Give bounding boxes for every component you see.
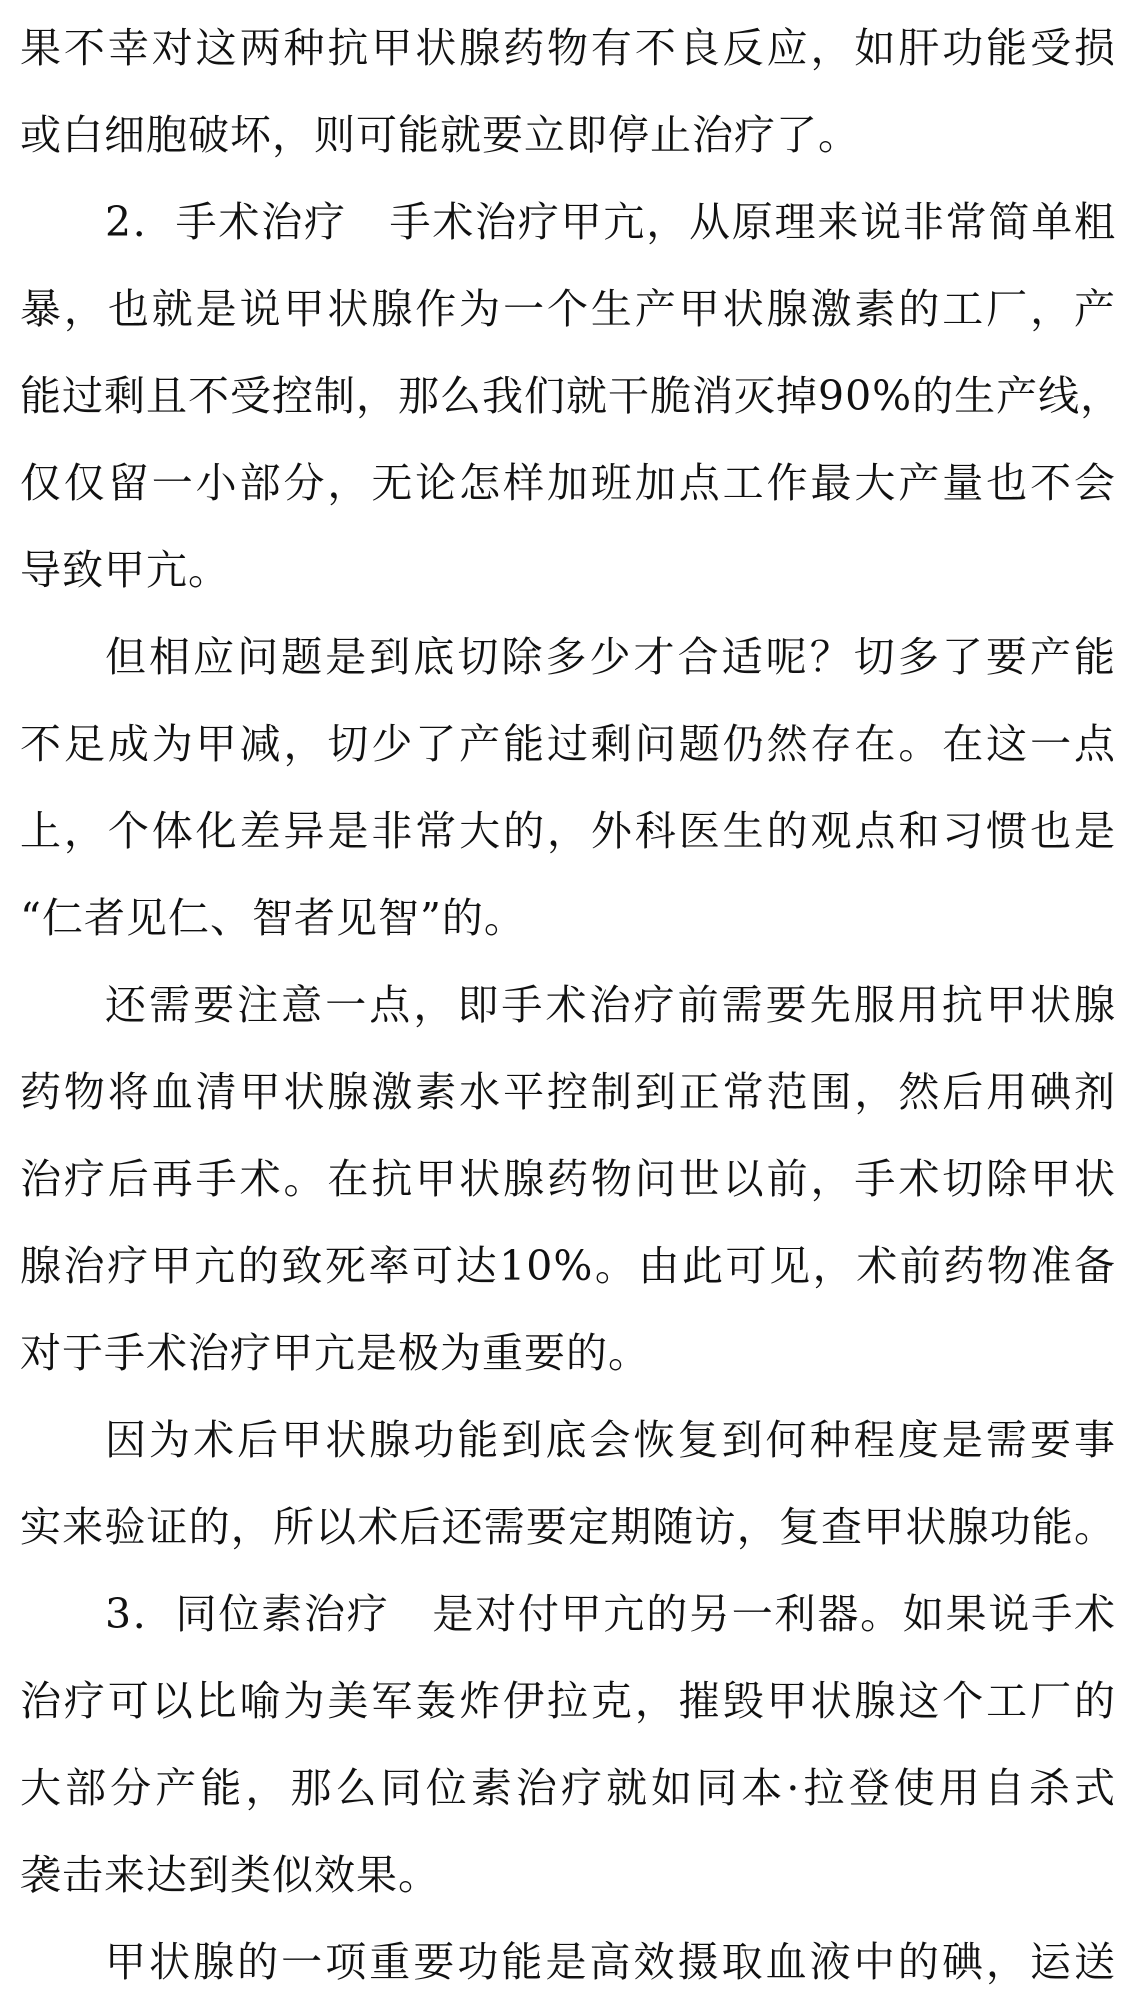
- text-line: 暴，也就是说甲状腺作为一个生产甲状腺激素的工厂，产: [20, 285, 1116, 333]
- text-line: 因为术后甲状腺功能到底会恢复到何种程度是需要事: [105, 1416, 1116, 1464]
- text-line: 但相应问题是到底切除多少才合适呢？切多了要产能: [105, 633, 1116, 681]
- text-line: 仅仅留一小部分，无论怎样加班加点工作最大产量也不会: [20, 459, 1116, 507]
- text-line: 甲状腺的一项重要功能是高效摄取血液中的碘，运送: [105, 1938, 1116, 1986]
- text-line: 腺治疗甲亢的致死率可达10%。由此可见，术前药物准备: [20, 1242, 1116, 1290]
- text-line: 或白细胞破坏，则可能就要立即停止治疗了。: [20, 111, 860, 159]
- text-line: 不足成为甲减，切少了产能过剩问题仍然存在。在这一点: [20, 720, 1116, 768]
- text-line: 对于手术治疗甲亢是极为重要的。: [20, 1329, 650, 1377]
- text-line: 果不幸对这两种抗甲状腺药物有不良反应，如肝功能受损: [20, 24, 1116, 72]
- text-line: 袭击来达到类似效果。: [20, 1851, 440, 1899]
- text-line: 治疗后再手术。在抗甲状腺药物问世以前，手术切除甲状: [20, 1155, 1116, 1203]
- text-line: 2．手术治疗 手术治疗甲亢，从原理来说非常简单粗: [105, 198, 1116, 246]
- text-line: “仁者见仁、智者见智”的。: [20, 894, 526, 942]
- text-line: 还需要注意一点，即手术治疗前需要先服用抗甲状腺: [105, 981, 1116, 1029]
- text-line: 实来验证的，所以术后还需要定期随访，复查甲状腺功能。: [20, 1503, 1116, 1551]
- text-line: 大部分产能，那么同位素治疗就如同本·拉登使用自杀式: [20, 1764, 1116, 1812]
- text-line: 药物将血清甲状腺激素水平控制到正常范围，然后用碘剂: [20, 1068, 1116, 1116]
- text-line: 治疗可以比喻为美军轰炸伊拉克，摧毁甲状腺这个工厂的: [20, 1677, 1116, 1725]
- text-line: 上，个体化差异是非常大的，外科医生的观点和习惯也是: [20, 807, 1116, 855]
- text-line: 导致甲亢。: [20, 546, 230, 594]
- text-line: 能过剩且不受控制，那么我们就干脆消灭掉90%的生产线，: [20, 372, 1123, 420]
- text-line: 3．同位素治疗 是对付甲亢的另一利器。如果说手术: [105, 1590, 1116, 1638]
